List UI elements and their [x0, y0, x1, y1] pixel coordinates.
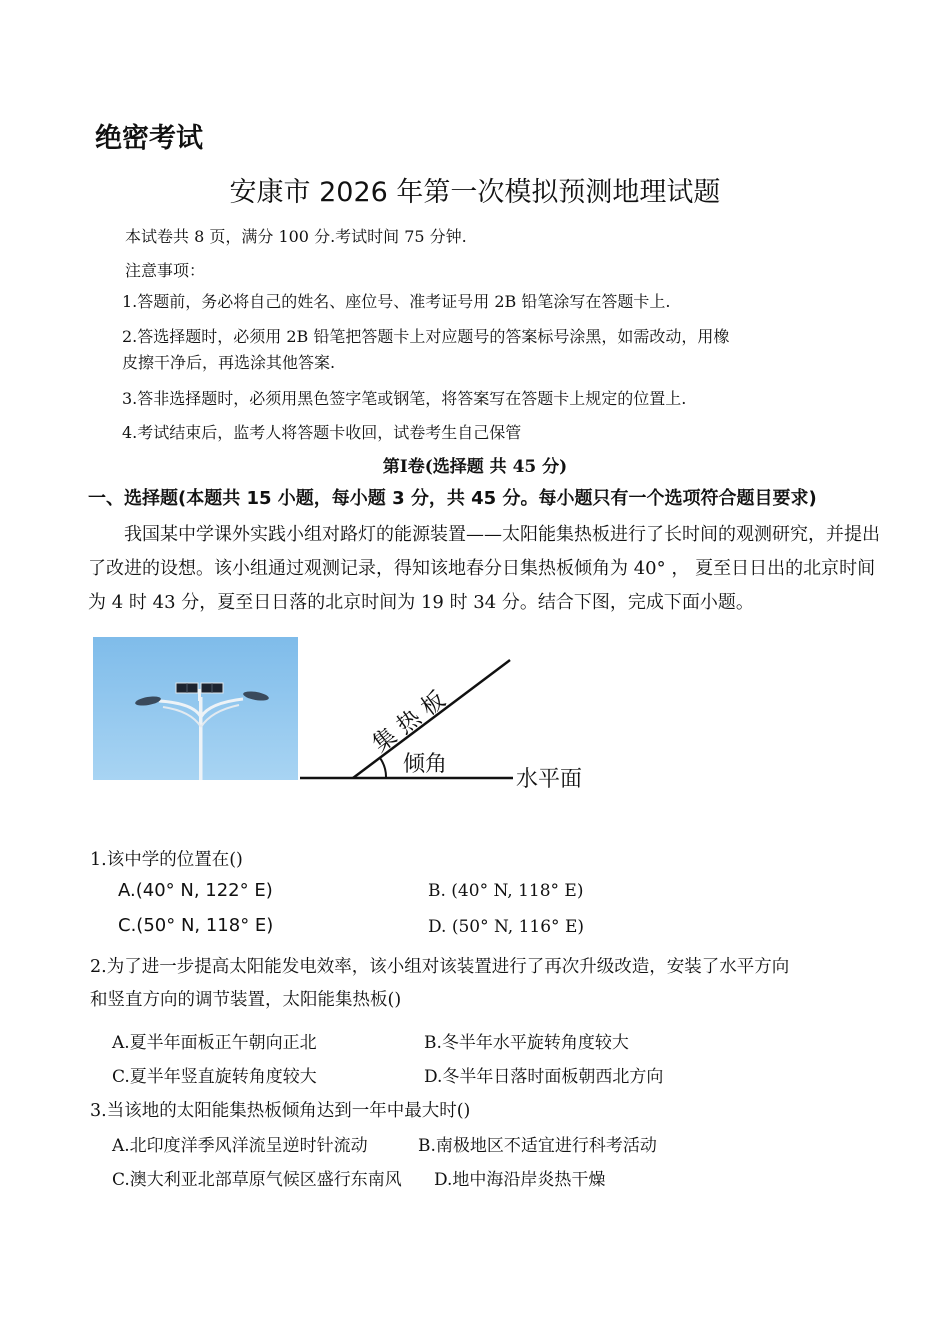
notice-item-2: 2.答选择题时，必须用 2B 铅笔把答题卡上对应题号的答案标号涂黑，如需改动，用橡	[122, 327, 730, 346]
notice-item-2-cont: 皮擦干净后，再选涂其他答案.	[122, 353, 336, 372]
angle-arc	[380, 758, 386, 778]
question-3-option-b: B.南极地区不适宜进行科考活动	[418, 1136, 657, 1156]
question-1-option-d: D. (50° N, 116° E)	[428, 917, 584, 937]
question-2-stem-cont: 和竖直方向的调节装置，太阳能集热板()	[90, 990, 402, 1010]
exam-title: 安康市 2026 年第一次模拟预测地理试题	[229, 177, 721, 208]
secret-label: 绝密考试	[95, 123, 203, 154]
section-title: 第Ⅰ卷(选择题 共 45 分)	[382, 457, 568, 477]
exam-intro: 本试卷共 8 页，满分 100 分.考试时间 75 分钟.	[125, 227, 467, 246]
question-2-option-a: A.夏半年面板正午朝向正北	[112, 1033, 317, 1053]
question-1-option-b: B. (40° N, 118° E)	[428, 881, 584, 901]
notice-item-3: 3.答非选择题时，必须用黑色签字笔或钢笔，将答案写在答题卡上规定的位置上.	[122, 389, 687, 408]
question-3-option-c: C.澳大利亚北部草原气候区盛行东南风	[112, 1170, 402, 1190]
question-2-option-b: B.冬半年水平旋转角度较大	[424, 1033, 629, 1053]
question-type-heading: 一、选择题(本题共 15 小题，每小题 3 分，共 45 分。每小题只有一个选项符合题目要求)	[88, 488, 817, 509]
ground-label: 水平面	[516, 767, 583, 792]
question-3-stem: 3.当该地的太阳能集热板倾角达到一年中最大时()	[90, 1101, 471, 1121]
notice-item-4: 4.考试结束后，监考人将答题卡收回，试卷考生自己保管	[122, 423, 522, 442]
angle-label: 倾角	[403, 752, 448, 777]
question-1-option-a: A.(40° N, 122° E)	[118, 880, 273, 901]
collector-angle-diagram	[298, 655, 598, 800]
question-2-option-d: D.冬半年日落时面板朝西北方向	[424, 1067, 664, 1087]
panel-label: 集 热 板	[367, 686, 451, 758]
question-3-option-a: A.北印度洋季风洋流呈逆时针流动	[112, 1136, 368, 1156]
street-lamp-photo	[93, 637, 298, 780]
question-2-stem: 2.为了进一步提高太阳能发电效率，该小组对该装置进行了再次升级改造，安装了水平方向	[90, 957, 790, 977]
question-1-stem: 1.该中学的位置在()	[90, 850, 243, 870]
passage: 我国某中学课外实践小组对路灯的能源装置——太阳能集热板进行了长时间的观测研究，并提出了改进的设想。该小组通过观测记录，得知该地春分日集热板倾角为 40° ， 夏至日日出的北京时间为 4 时 43 分，夏至日日落的北京时间为 19 时 34 分。结合下图，完成下面小题。	[88, 524, 880, 613]
question-2-option-c: C.夏半年竖直旋转角度较大	[112, 1067, 317, 1087]
question-1-option-c: C.(50° N, 118° E)	[118, 915, 274, 936]
notice-title: 注意事项：	[125, 261, 206, 280]
question-3-option-d: D.地中海沿岸炎热干燥	[434, 1170, 606, 1190]
notice-item-1: 1.答题前，务必将自己的姓名、座位号、准考证号用 2B 铅笔涂写在答题卡上.	[122, 292, 671, 311]
